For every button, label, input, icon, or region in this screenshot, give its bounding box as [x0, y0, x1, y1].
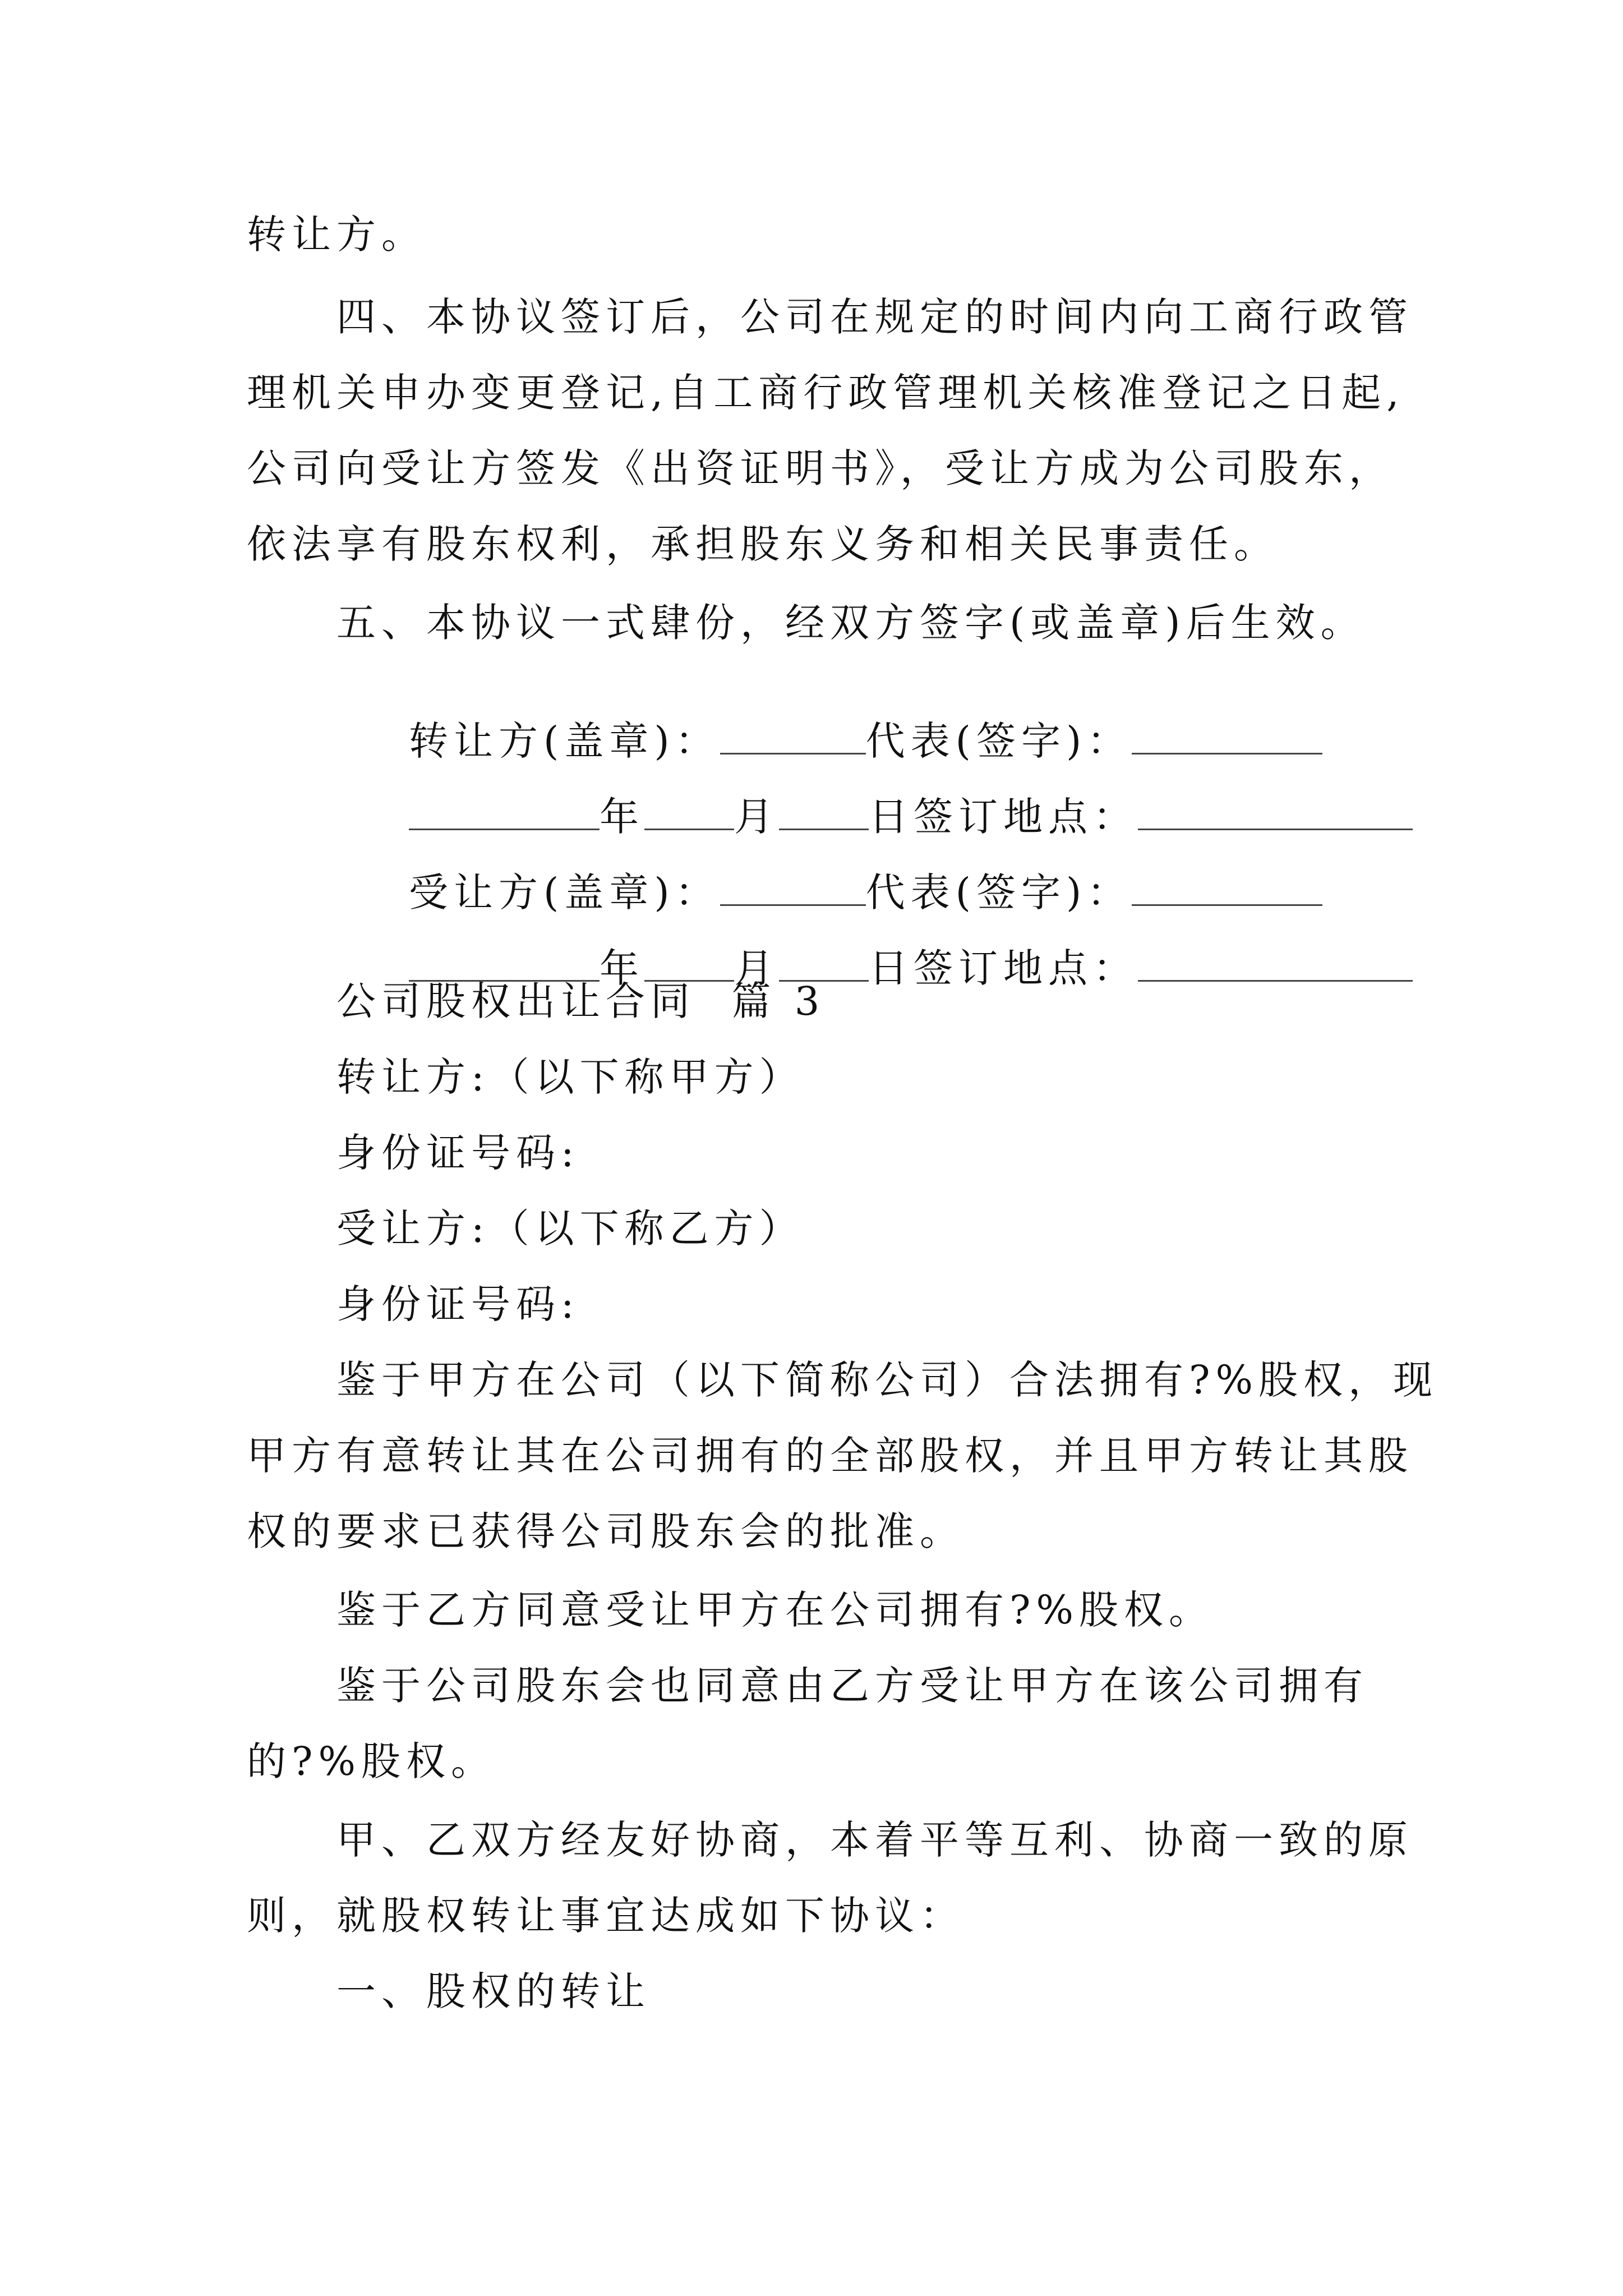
- transferor-seal-label: 转让方(盖章)：: [409, 718, 720, 764]
- text-line: 转让方。: [247, 211, 426, 257]
- year-label: 年: [600, 794, 645, 840]
- text-line: 四、本协议签订后，公司在规定的时间内向工商行政管: [336, 294, 1413, 340]
- id-number-line: 身份证号码:: [336, 1130, 580, 1176]
- paragraph-line: 甲方有意转让其在公司拥有的全部股权，并且甲方转让其股: [247, 1433, 1413, 1479]
- text-line: 公司向受让方签发《出资证明书》，受让方成为公司股东，: [247, 445, 1394, 491]
- sign-blank: [1132, 718, 1322, 754]
- text-line: 理机关申办变更登记,自工商行政管理机关核准登记之日起,: [247, 370, 1405, 416]
- month-blank: [644, 794, 734, 830]
- sign-blank: [1132, 869, 1322, 906]
- month-blank: [644, 945, 734, 982]
- text-line: 五、本协议一式肆份，经双方签字(或盖章)后生效。: [336, 600, 1366, 646]
- day-place-label: 日签订地点：: [869, 794, 1138, 840]
- place-blank: [1138, 945, 1413, 982]
- paragraph-line: 甲、乙双方经友好协商，本着平等互利、协商一致的原: [336, 1817, 1413, 1863]
- transferor-line: 转让方:（以下称甲方）: [336, 1054, 804, 1100]
- place-blank: [1138, 794, 1413, 830]
- clause-heading: 一、股权的转让: [336, 1968, 651, 2014]
- paragraph-line: 鉴于甲方在公司（以下简称公司）合法拥有?%股权，现: [336, 1357, 1438, 1403]
- rep-sign-label: 代表(签字)：: [865, 718, 1132, 764]
- year-label: 年: [600, 945, 645, 991]
- day-place-label: 日签订地点：: [869, 945, 1138, 991]
- paragraph-line: 鉴于公司股东会也同意由乙方受让甲方在该公司拥有: [336, 1663, 1368, 1709]
- text-line: 依法享有股东权利，承担股东义务和相关民事责任。: [247, 521, 1279, 567]
- year-blank: [409, 945, 600, 982]
- month-label: 月: [734, 794, 780, 840]
- seal-blank: [720, 718, 866, 754]
- day-blank: [779, 794, 869, 830]
- day-blank: [779, 945, 869, 982]
- rep-sign-label: 代表(签字)：: [865, 869, 1132, 915]
- seal-blank: [720, 869, 866, 906]
- paragraph-line: 则，就股权转让事宜达成如下协议：: [247, 1893, 965, 1939]
- id-number-line: 身份证号码:: [336, 1281, 580, 1327]
- section-heading: 公司股权出让合同 篇 3: [336, 978, 826, 1024]
- transferee-line: 受让方:（以下称乙方）: [336, 1205, 804, 1251]
- paragraph-line: 权的要求已获得公司股东会的批准。: [247, 1508, 965, 1554]
- month-label: 月: [734, 945, 780, 991]
- transferee-seal-label: 受让方(盖章)：: [409, 869, 720, 915]
- paragraph-line: 鉴于乙方同意受让甲方在公司拥有?%股权。: [336, 1587, 1214, 1633]
- year-blank: [409, 794, 600, 830]
- paragraph-line: 的?%股权。: [247, 1738, 496, 1784]
